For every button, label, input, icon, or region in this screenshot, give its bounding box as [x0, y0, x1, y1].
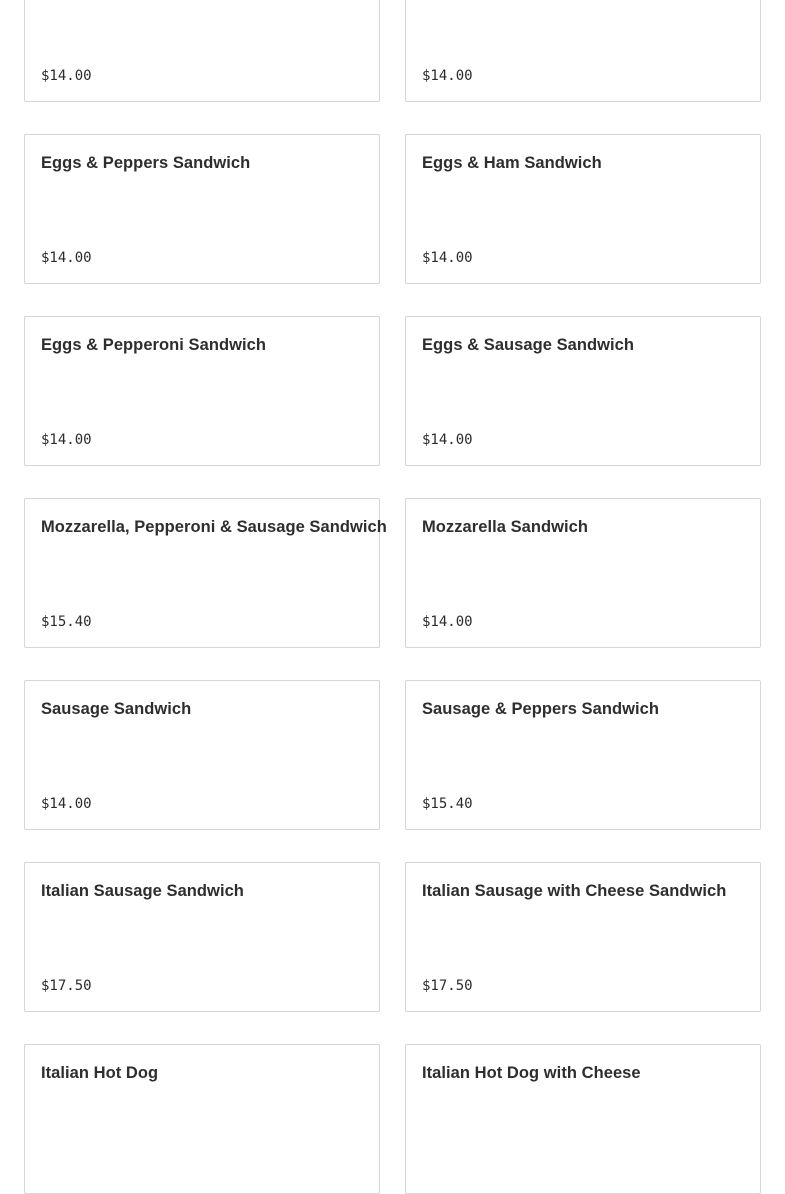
- menu-item-card[interactable]: [405, 680, 761, 830]
- menu-item-card[interactable]: [24, 498, 387, 648]
- menu-item-card[interactable]: [405, 134, 761, 284]
- menu-item-card[interactable]: [405, 1044, 761, 1194]
- menu-item-card[interactable]: [405, 862, 761, 1012]
- menu-item-price: $14.00: [422, 432, 473, 448]
- menu-item-price: $14.00: [41, 432, 92, 448]
- menu-item-card[interactable]: [405, 316, 761, 466]
- menu-items-grid: [24, 0, 761, 1194]
- menu-item-name: Eggs & Ham Sandwich: [422, 154, 602, 172]
- menu-item-card[interactable]: [24, 862, 380, 1012]
- menu-item-name: Sausage Sandwich: [41, 700, 192, 718]
- menu-item-name: Mozzarella Sandwich: [422, 518, 588, 536]
- menu-item-card[interactable]: [24, 134, 380, 284]
- menu-item-price: $17.50: [422, 978, 473, 994]
- menu-item-card[interactable]: [24, 1044, 380, 1194]
- menu-item-price: $14.00: [422, 68, 473, 84]
- menu-item-card[interactable]: [24, 316, 380, 466]
- menu-item-price: $14.00: [41, 796, 92, 812]
- menu-item-name: Eggs & Pepperoni Sandwich: [41, 336, 266, 354]
- menu-item-name: Mozzarella, Pepperoni & Sausage Sandwich: [41, 518, 387, 536]
- menu-item-name: Eggs & Sausage Sandwich: [422, 336, 635, 354]
- menu-item-name: Eggs & Peppers Sandwich: [41, 154, 251, 172]
- menu-item-name: Sausage & Peppers Sandwich: [422, 700, 659, 718]
- menu-item-name: Italian Sausage Sandwich: [41, 882, 244, 900]
- menu-item-name: Italian Sausage with Cheese Sandwich: [422, 882, 727, 900]
- menu-item-name: Italian Hot Dog with Cheese: [422, 1064, 641, 1082]
- menu-item-card[interactable]: [405, 0, 761, 102]
- menu-item-card[interactable]: [24, 0, 380, 102]
- menu-item-price: $15.40: [41, 614, 92, 630]
- menu-item-price: $14.00: [41, 250, 92, 266]
- menu-item-price: $17.50: [41, 978, 92, 994]
- menu-item-card[interactable]: [24, 680, 380, 830]
- menu-item-card[interactable]: [405, 498, 761, 648]
- menu-item-name: Italian Hot Dog: [41, 1064, 159, 1082]
- menu-item-price: $14.00: [422, 614, 473, 630]
- menu-item-price: $14.00: [41, 68, 92, 84]
- menu-item-price: $15.40: [422, 796, 473, 812]
- menu-item-price: $14.00: [422, 250, 473, 266]
